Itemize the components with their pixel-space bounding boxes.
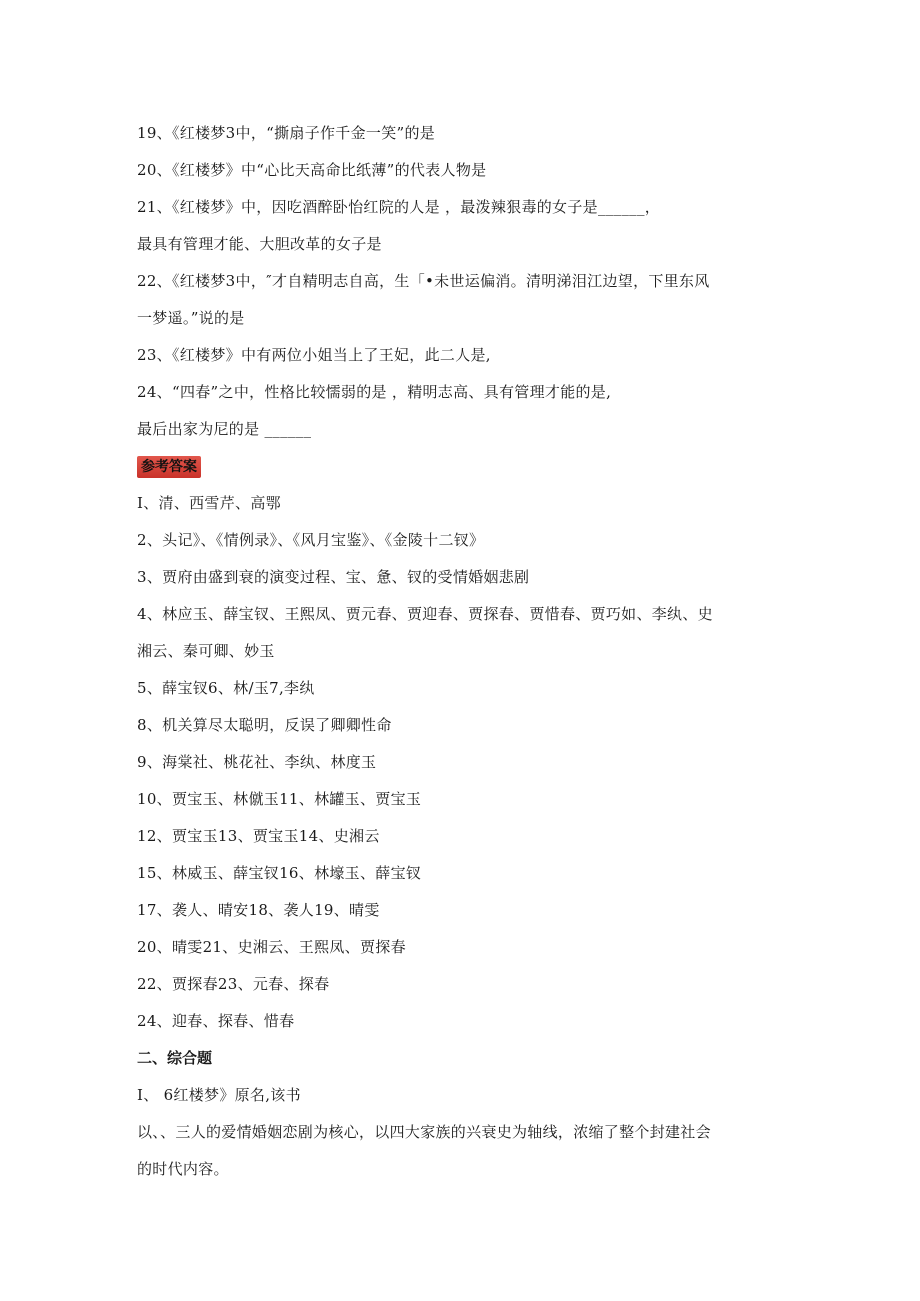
answer-10: 10、贾宝玉、林僦玉11、林罐玉、贾宝玉	[137, 790, 422, 808]
question-19: 19、《红楼梦3中，“撕扇子作千金一笑”的是	[137, 124, 436, 142]
answer-9: 9、海棠社、桃花社、李纨、林度玉	[137, 753, 377, 771]
answer-8: 8、机关算尽太聪明，反误了卿卿性命	[137, 716, 392, 734]
answer-12: 12、贾宝玉13、贾宝玉14、史湘云	[137, 827, 380, 845]
question-24-line2: 最后出家为尼的是 ______	[137, 420, 312, 438]
section-2-item-2-line2: 的时代内容。	[137, 1160, 229, 1178]
question-22-line1: 22、《红楼梦3中，″才自精明志自高，生「•未世运偏消。清明涕泪江边望，下里东风	[137, 272, 710, 290]
answer-5: 5、薛宝钗6、林/玉7,李纨	[137, 679, 315, 697]
answer-4-line2: 湘云、秦可卿、妙玉	[137, 642, 275, 660]
answer-2: 2、头记》、《情例录》、《风月宝鉴》、《金陵十二钗》	[137, 531, 485, 549]
answer-3: 3、贾府由盛到衰的演变过程、宝、惫、钗的受情婚姻悲剧	[137, 568, 530, 586]
section-2-item-2-line1: 以、、三人的爱情婚姻恋剧为核心，以四大家族的兴衰史为轴线，浓缩了整个封建社会	[137, 1123, 711, 1141]
answer-24: 24、迎春、探春、惜春	[137, 1012, 295, 1030]
question-20: 20、《红楼梦》中“心比天高命比纸薄”的代表人物是	[137, 161, 487, 179]
question-21-line1: 21、《红楼梦》中，因吃酒醉卧怡红院的人是 ，最泼辣狠毒的女子是______，	[137, 198, 661, 216]
answer-15: 15、林威玉、薛宝钗16、林壕玉、薛宝钗	[137, 864, 422, 882]
answer-4-line1: 4、林应玉、薛宝钗、王熙凤、贾元春、贾迎春、贾探春、贾惜春、贾巧如、李纨、史	[137, 605, 713, 623]
question-21-line2: 最具有管理才能、大胆改革的女子是	[137, 235, 382, 253]
section-2-title: 二、综合题	[137, 1049, 213, 1067]
question-23: 23、《红楼梦》中有两位小姐当上了王妃，此二人是,	[137, 346, 491, 364]
answer-20: 20、晴雯21、史湘云、王熙凤、贾探春	[137, 938, 406, 956]
answer-17: 17、袭人、晴安18、袭人19、晴雯	[137, 901, 380, 919]
section-2-item-1: I、 6红楼梦》原名,该书	[137, 1086, 301, 1104]
answer-22: 22、贾探春23、元春、探春	[137, 975, 330, 993]
answers-heading: 参考答案	[137, 456, 201, 478]
question-24-line1: 24、“四春”之中，性格比较懦弱的是 ，精明志高、具有管理才能的是,	[137, 383, 612, 401]
question-22-line2: 一梦遥。”说的是	[137, 309, 245, 327]
answer-1: I、清、西雪芹、高鄂	[137, 494, 281, 512]
